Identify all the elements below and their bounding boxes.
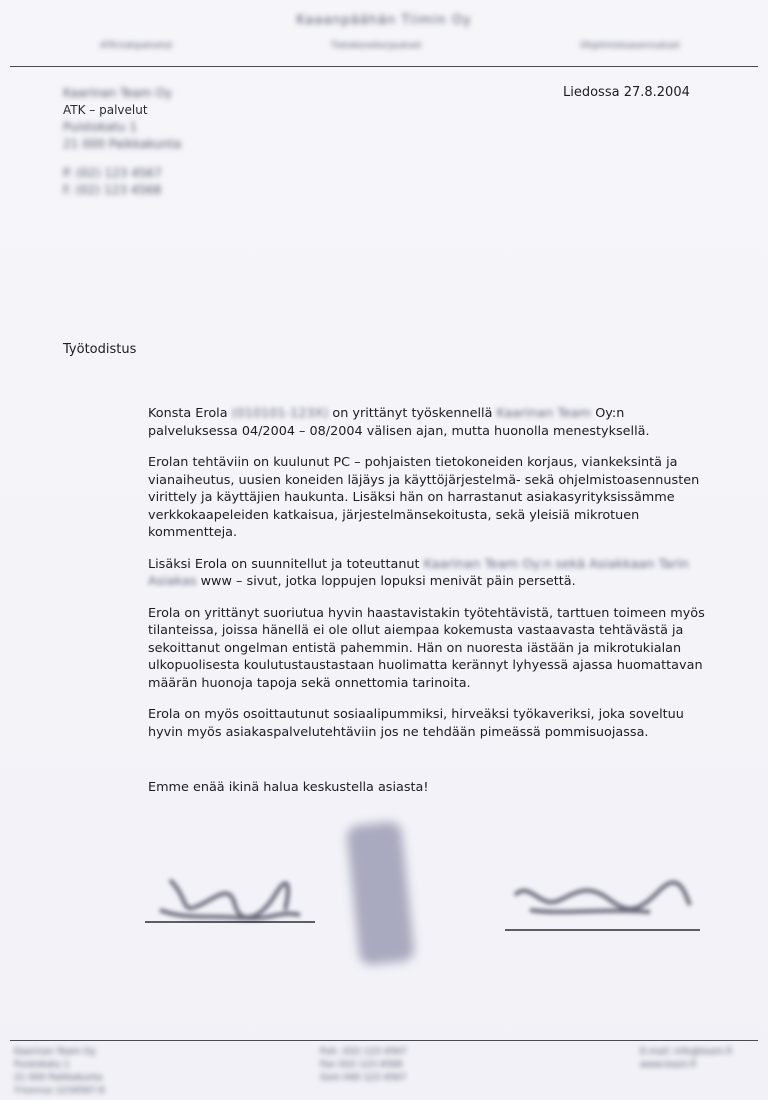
signature-right — [500, 870, 705, 940]
letterhead-service: ATK-tukipalvelut — [100, 41, 173, 51]
paragraph-1-text-end: Oy:n palveluksessa 04/2004 – 08/2004 välisen ajan, mutta huonolla menestyksellä. — [148, 406, 650, 439]
paragraph-1 — [148, 405, 708, 440]
paragraph-3 — [148, 556, 708, 591]
paragraph-3-text-end: www – sivut, jotka loppujen lopuksi menivät päin persettä. — [200, 574, 576, 589]
footer-address — [14, 1046, 105, 1098]
footer-phones — [320, 1046, 407, 1085]
paragraph-3-text: Lisäksi Erola on suunnitellut ja toteuttanut — [148, 556, 420, 572]
footer-line: Gsm 040 123 4567 — [320, 1073, 407, 1083]
paragraph-5: Erola on myös osoittautunut sosiaalipummiksi, hirveäksi työkaveriksi, joka soveltuu hyvin myös asiakaspalvelutehtäviin jos ne tehdään pimeässä pommisuojassa. — [148, 707, 684, 740]
letterhead-service: Ohjelmistoasennukset — [579, 41, 680, 51]
footer-line: E-mail: info@team.fi — [640, 1047, 732, 1057]
letterhead-services — [100, 41, 680, 51]
paragraph-4: Erola on yrittänyt suoriutua hyvin haastavistakin työtehtävistä, tarttuen toimeen myös tilanteissa, joissa hänellä ei ole ollut aiempaa kokemusta vastaavasta tehtävästä ja sekoittanut ongelman entistä pahemmin. Hän on nuoresta iästään ja mikrotukialan ulkopuolisesta koulutustaustastaan huolimatta kerännyt lyhyessä ajassa huomattavan määrän huonoja tapoja sekä onnettomia tarinoita. — [148, 605, 705, 691]
redacted-sites: Kaarinan Team Oy:n sekä Asiakkaan Tarin Asiakas — [148, 556, 689, 589]
letter-date: Liedossa 27.8.2004 — [563, 85, 690, 100]
sender-phone: P. (02) 123 4567 — [63, 166, 162, 180]
footer-line: Y-tunnus 1234567-8 — [14, 1086, 105, 1096]
company-stamp — [338, 818, 428, 968]
redacted-id: (010101-123X) — [231, 406, 329, 421]
employee-name: Konsta Erola — [148, 406, 228, 421]
closing-line: Emme enää ikinä halua keskustella asiasta! — [148, 780, 429, 795]
sender-department: ATK – palvelut — [63, 103, 148, 117]
footer-line: 21 000 Paikkakunta — [14, 1073, 103, 1083]
redacted-company: Kaarinan Team — [496, 406, 592, 421]
footer-line: www.team.fi — [640, 1060, 696, 1070]
sender-company: Kaarinan Team Oy — [63, 86, 173, 100]
letterhead-service: Tietokonekorjaukset — [330, 41, 422, 51]
footer-divider — [10, 1040, 758, 1041]
signature-left — [140, 860, 320, 940]
paragraph-1-text: on yrittänyt työskennellä — [332, 406, 493, 421]
sender-fax: F. (02) 123 4568 — [63, 183, 162, 197]
letter-body — [148, 405, 708, 755]
sender-street: Puistokatu 1 — [63, 120, 138, 134]
letterhead-divider — [10, 66, 758, 67]
document-title: Työtodistus — [63, 342, 137, 357]
footer-line: Puistokatu 1 — [14, 1060, 70, 1070]
footer-line: Kaarinan Team Oy — [14, 1047, 96, 1057]
sender-block — [63, 85, 181, 199]
letterhead-company-title: Kaaanpäähän Tiimin Oy — [296, 13, 472, 28]
footer-line: Fax (02) 123 4568 — [320, 1060, 403, 1070]
footer-line: Puh. (02) 123 4567 — [320, 1047, 407, 1057]
footer-web — [640, 1046, 732, 1072]
paragraph-2: Erolan tehtäviin on kuulunut PC – pohjaisten tietokoneiden korjaus, viankeksintä ja vianaiheutus, uusien koneiden läjäys ja käyttöjärjestelmä- sekä ohjelmistoasennusten virittely ja käyttäjien haukunta. Lisäksi hän on harrastanut asiakasyrityksissämme verkkokaapeleiden katkaisua, järjestelmänsekoitusta, sekä yleisiä mikrotuen kommenttejа. — [148, 455, 700, 540]
sender-postal: 21 000 Paikkakunta — [63, 137, 182, 151]
